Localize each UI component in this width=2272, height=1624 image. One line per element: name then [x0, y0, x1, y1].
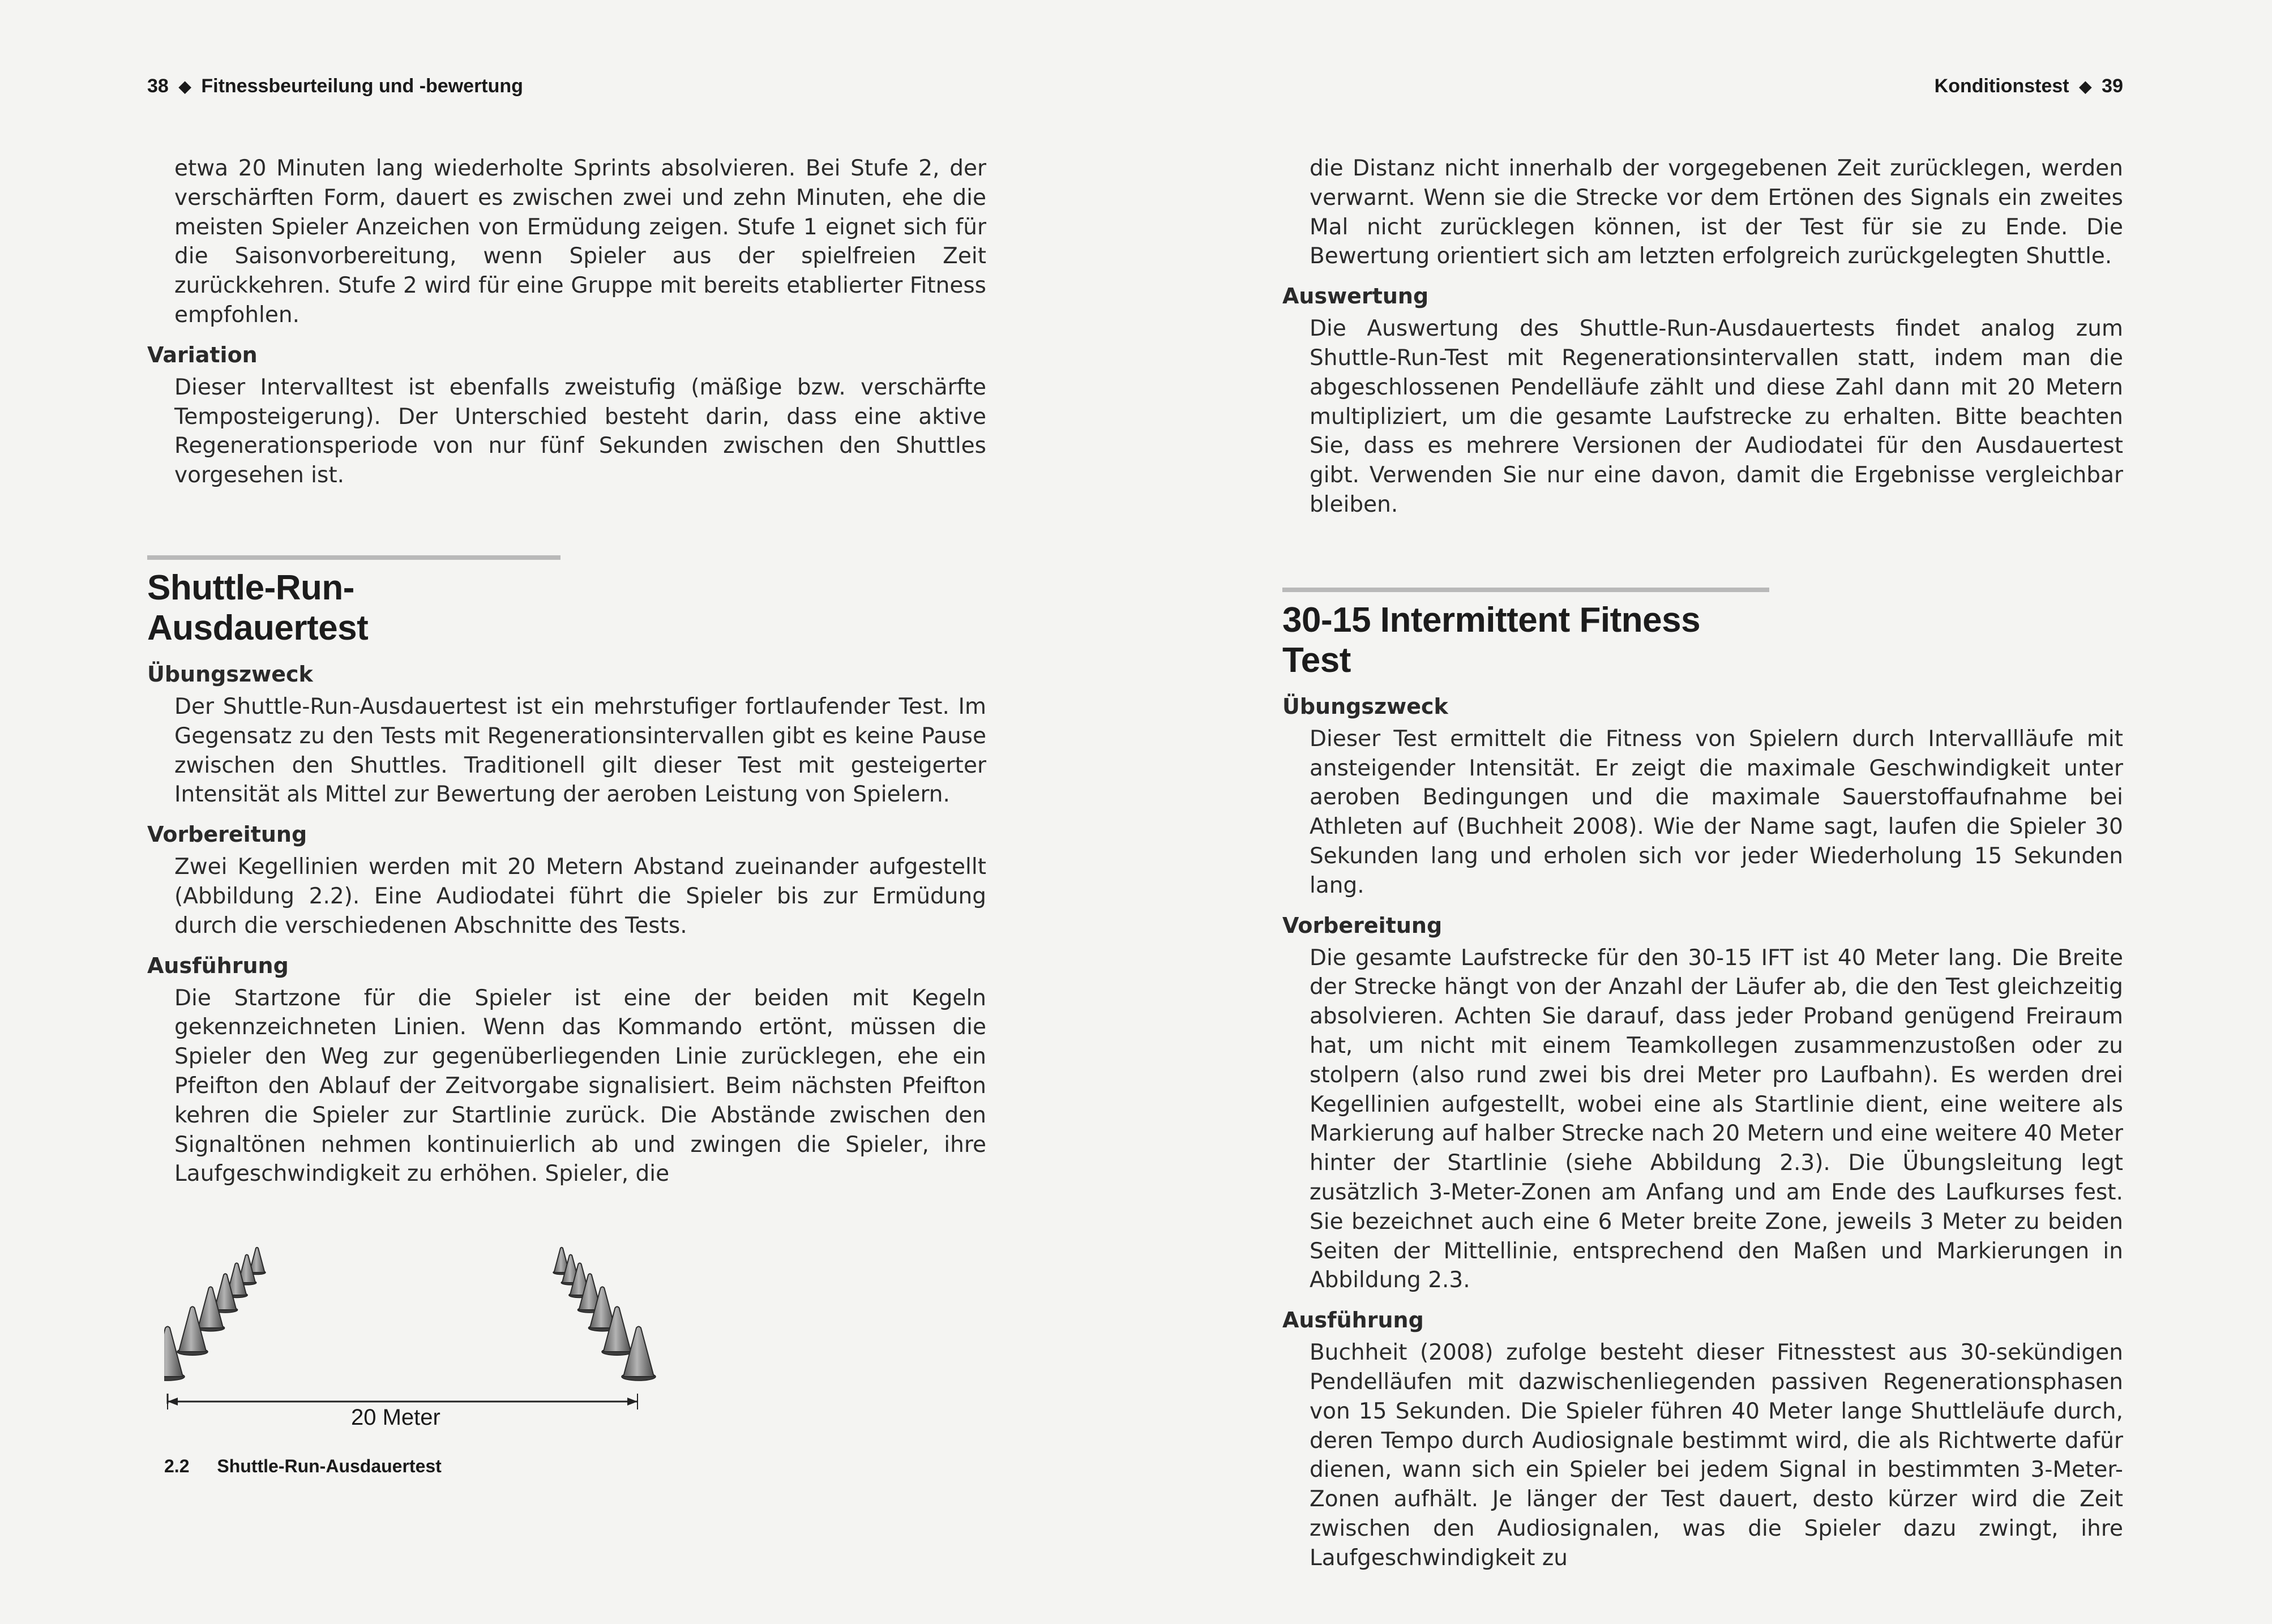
section-rule — [147, 555, 560, 560]
auswertung-heading: Auswertung — [1282, 284, 1429, 309]
left-chapter-title: Fitnessbeurteilung und -bewertung — [201, 75, 523, 97]
diamond-icon: ◆ — [2079, 77, 2092, 95]
uebungszweck-heading: Übungszweck — [147, 661, 313, 687]
figure-number: 2.2 — [164, 1456, 190, 1476]
auswertung-text: Die Auswertung des Shuttle-Run-Ausdauertests findet analog zum Shuttle-Run-Test mit Regenerationsintervallen statt, indem man die abgeschlossenen Pendelläufe zählt und diese Zahl dann mit 20 Metern multipliziert, um die gesamte Laufstrecke zu erhalten. Bitte beachten Sie, dass es mehrere Versionen der Audiodatei für den Ausdauertest gibt. Verwenden Sie nur eine davon, damit die Ergebnisse vergleichbar bleiben. — [1310, 316, 2123, 517]
right-chapter-title: Konditionstest — [1934, 75, 2069, 97]
vorbereitung-heading: Vorbereitung — [1282, 912, 1443, 938]
uebungszweck-text: Dieser Test ermittelt die Fitness von Spielern durch Intervallläufe mit ansteigender Intensität. Er zeigt die maximale Geschwindigkeit unter aeroben Bedingungen und die maximale Sauerstoffaufnahme bei Athleten auf (Buchheit 2008). Wie der Name sagt, laufen die Spieler 30 Sekunden lang und erholen sich vor jeder Wiederholung 15 Sekunden lang. — [1310, 726, 2123, 898]
section-title-block — [1282, 588, 1769, 680]
right-content — [1282, 154, 2123, 1572]
figure-shuttle-run — [164, 1172, 685, 1489]
ausfuehrung-text: Die Startzone für die Spieler ist eine der beiden mit Kegeln gekennzeichneten Linien. Wenn das Kommando ertönt, müssen die Spieler den Weg zur gegenüberliegenden Linie zurücklegen, ehe ein Pfeifton den Ablauf der Zeitvorgabe signalisiert. Beim nächsten Pfeifton kehren die Spieler zur Startlinie zurück. Die Abstände zwischen den Signaltönen nehmen kontinuierlich ab und zwingen die Spieler, ihre Laufgeschwindigkeit zu erhöhen. Spieler, die — [174, 985, 986, 1187]
vorbereitung-heading: Vorbereitung — [147, 822, 307, 847]
right-running-head — [1282, 72, 2123, 100]
section-title-shuttle-run: Shuttle-Run-Ausdauertest — [147, 568, 369, 648]
section-title-block — [147, 555, 560, 648]
left-page-number: 38 — [147, 75, 169, 97]
left-running-head — [147, 72, 986, 100]
right-page — [1282, 0, 2123, 1624]
section-rule — [1282, 588, 1769, 592]
uebungszweck-text: Der Shuttle-Run-Ausdauertest ist ein mehrstufiger fortlaufender Test. Im Gegensatz zu den Tests mit Regenerationsintervallen gibt es keine Pause zwischen den Shuttles. Traditionell gilt dieser Test mit gesteigerter Intensität als Mittel zur Bewertung der aeroben Leistung von Spielern. — [174, 693, 986, 808]
right-page-number: 39 — [2102, 75, 2123, 97]
ausfuehrung-heading: Ausführung — [147, 953, 289, 978]
figure-title: Shuttle-Run-Ausdauertest — [217, 1456, 442, 1476]
figure-caption — [164, 1456, 442, 1477]
right-intro-paragraph: die Distanz nicht innerhalb der vorgegebenen Zeit zurücklegen, werden verwarnt. Wenn sie die Strecke vor dem Ertönen des Signals ein zweites Mal nicht zurücklegen können, ist der Test für sie zu Ende. Die Bewertung orientiert sich am letzten erfolgreich zurückgelegten Shuttle. — [1310, 156, 2123, 269]
vorbereitung-text: Die gesamte Laufstrecke für den 30-15 IFT ist 40 Meter lang. Die Breite der Strecke hängt von der Anzahl der Läufer ab, die den Test gleichzeitig absolvieren. Achten Sie darauf, dass jeder Proband genügend Freiraum hat, um nicht mit einem Teamkollegen zusammenzustoßen oder zu stolpern (also rund zwei bis drei Meter pro Laufbahn). Es werden drei Kegellinien aufgestellt, wobei eine als Startlinie dient, eine weitere als Markierung auf halber Strecke nach 20 Metern und eine weitere 40 Meter hinter der Startlinie (siehe Abbildung 2.3). Die Übungsleitung legt zusätzlich 3-Meter-Zonen am Anfang und am Ende des Laufkurses fest. Sie bezeichnet auch eine 6 Meter breite Zone, jeweils 3 Meter zu beiden Seiten der Mittellinie, entsprechend den Maßen und Markierungen in Abbildung 2.3. — [1310, 945, 2123, 1293]
cones — [164, 1248, 656, 1381]
left-intro-paragraph: etwa 20 Minuten lang wiederholte Sprints absolvieren. Bei Stufe 2, der verschärften Form, dauert es zwischen zwei und zehn Minuten, ehe die meisten Spieler Anzeichen von Ermüdung zeigen. Stufe 1 eignet sich für die Saisonvorbereitung, wenn Spieler aus der spielfreien Zeit zurückkehren. Stufe 2 wird für eine Gruppe mit bereits etablierter Fitness empfohlen. — [174, 156, 986, 328]
distance-label: 20 Meter — [351, 1405, 440, 1430]
ausfuehrung-text: Buchheit (2008) zufolge besteht dieser Fitnesstest aus 30-sekündigen Pendelläufen mit dazwischenliegenden passiven Regenerationsphasen von 15 Sekunden. Die Spieler führen 40 Meter lange Shuttleläufe durch, deren Tempo durch Audiosignale bestimmt wird, die als Richtwerte dafür dienen, wann sich ein Spieler bei jedem Signal in bestimmten 3-Meter-Zonen aufhält. Je länger der Test dauert, desto kürzer wird die Zeit zwischen den Audiosignalen, was die Spieler dazu zwingt, ihre Laufgeschwindigkeit zu — [1310, 1340, 2123, 1571]
ausfuehrung-heading: Ausführung — [1282, 1308, 1424, 1333]
vorbereitung-text: Zwei Kegellinien werden mit 20 Metern Abstand zueinander aufgestellt (Abbildung 2.2). Eine Audiodatei führt die Spieler bis zur Ermüdung durch die verschiedenen Abschnitte des Tests. — [174, 854, 986, 939]
uebungszweck-heading: Übungszweck — [1282, 693, 1448, 719]
section-title-30-15: 30-15 Intermittent Fitness Test — [1282, 600, 1701, 680]
left-content — [147, 154, 986, 1189]
diamond-icon: ◆ — [178, 77, 191, 95]
variation-heading: Variation — [147, 342, 258, 367]
variation-text: Dieser Intervalltest ist ebenfalls zweistufig (mäßige bzw. verschärfte Temposteigerung). Der Unterschied besteht darin, dass eine aktive Regenerationsperiode von nur fünf Sekunden zwischen den Shuttles vorgesehen ist. — [174, 374, 986, 489]
